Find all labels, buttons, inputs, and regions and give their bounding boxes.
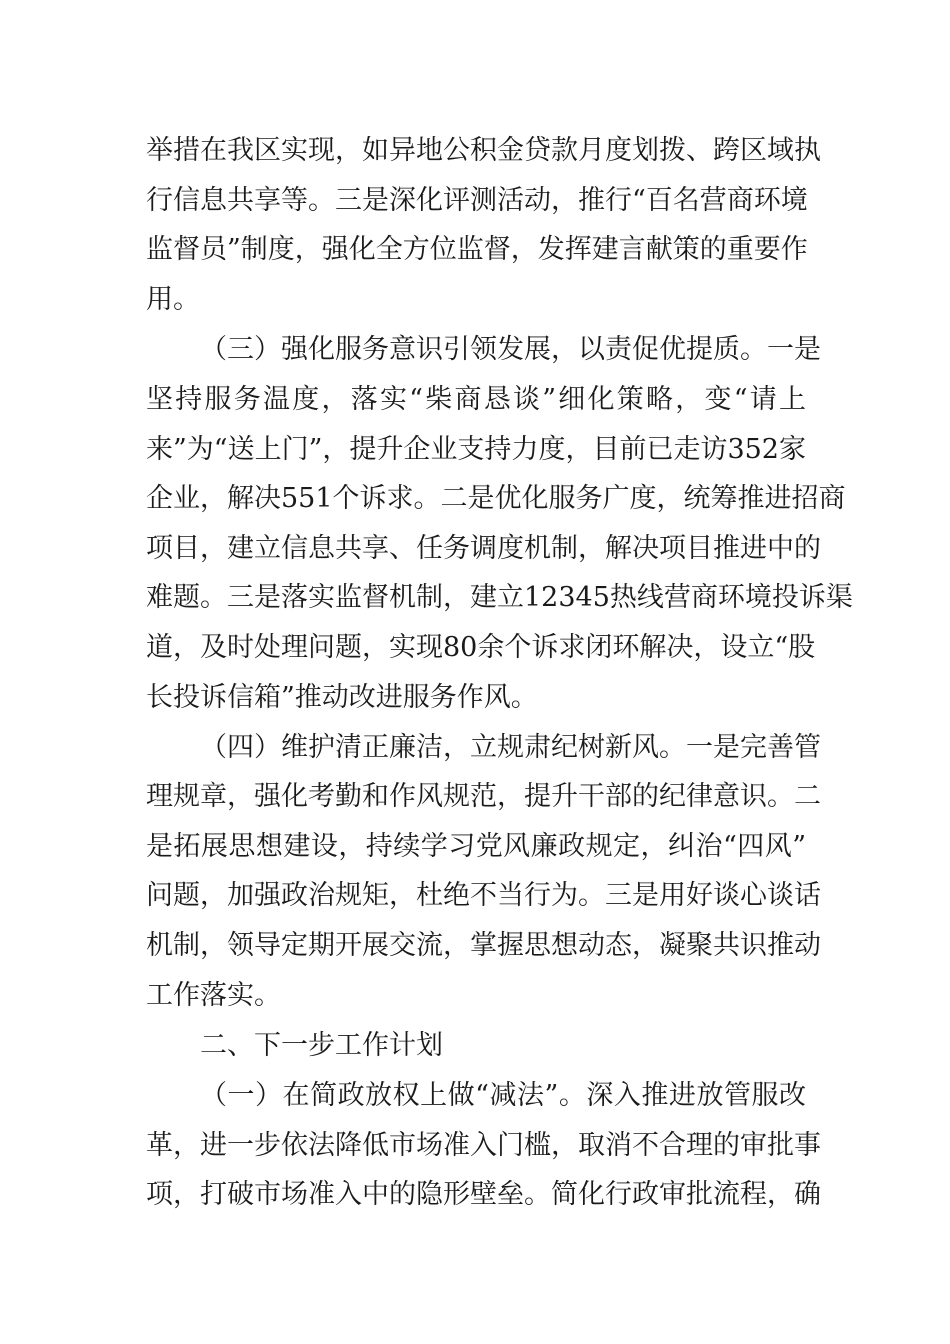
- text-line: 是拓展思想建设，持续学习党风廉政规定，纠治“四风”: [146, 831, 806, 862]
- text-line: 坚持服务温度，落实“柴商恳谈”细化策略，变“请上: [146, 384, 806, 415]
- text-line: 机制，领导定期开展交流，掌握思想动态，凝聚共识推动: [146, 930, 821, 961]
- text-line: 难题。三是落实监督机制，建立12345热线营商环境投诉渠: [146, 582, 853, 613]
- paragraph-heading-1: （一）在简政放权上做“减法”。深入推进放管服改: [200, 1080, 806, 1111]
- text-line: 革，进一步依法降低市场准入门槛，取消不合理的审批事: [146, 1130, 821, 1161]
- text-line: 理规章，强化考勤和作风规范，提升干部的纪律意识。二: [146, 781, 821, 812]
- text-line: 工作落实。: [146, 980, 281, 1011]
- text-line: 项，打破市场准入中的隐形壁垒。简化行政审批流程，确: [146, 1179, 821, 1210]
- text-line: 监督员”制度，强化全方位监督，发挥建言献策的重要作: [146, 234, 808, 265]
- text-line: 项目，建立信息共享、任务调度机制，解决项目推进中的: [146, 533, 821, 564]
- text-line: 举措在我区实现，如异地公积金贷款月度划拨、跨区域执: [146, 135, 821, 166]
- text-line: 问题，加强政治规矩，杜绝不当行为。三是用好谈心谈话: [146, 880, 821, 911]
- section-heading: 二、下一步工作计划: [200, 1030, 443, 1061]
- text-line: 来”为“送上门”，提升企业支持力度，目前已走访352家: [146, 434, 806, 465]
- text-line: 长投诉信箱”推动改进服务作风。: [146, 682, 538, 713]
- paragraph-heading-4: （四）维护清正廉洁，立规肃纪树新风。一是完善管: [200, 732, 821, 763]
- text-line: 企业，解决551个诉求。二是优化服务广度，统筹推进招商: [146, 483, 846, 514]
- text-line: 行信息共享等。三是深化评测活动，推行“百名营商环境: [146, 185, 808, 216]
- text-line: 用。: [146, 284, 200, 315]
- paragraph-heading-3: （三）强化服务意识引领发展，以责促优提质。一是: [200, 334, 821, 365]
- text-line: 道，及时处理问题，实现80余个诉求闭环解决，设立“股: [146, 632, 816, 663]
